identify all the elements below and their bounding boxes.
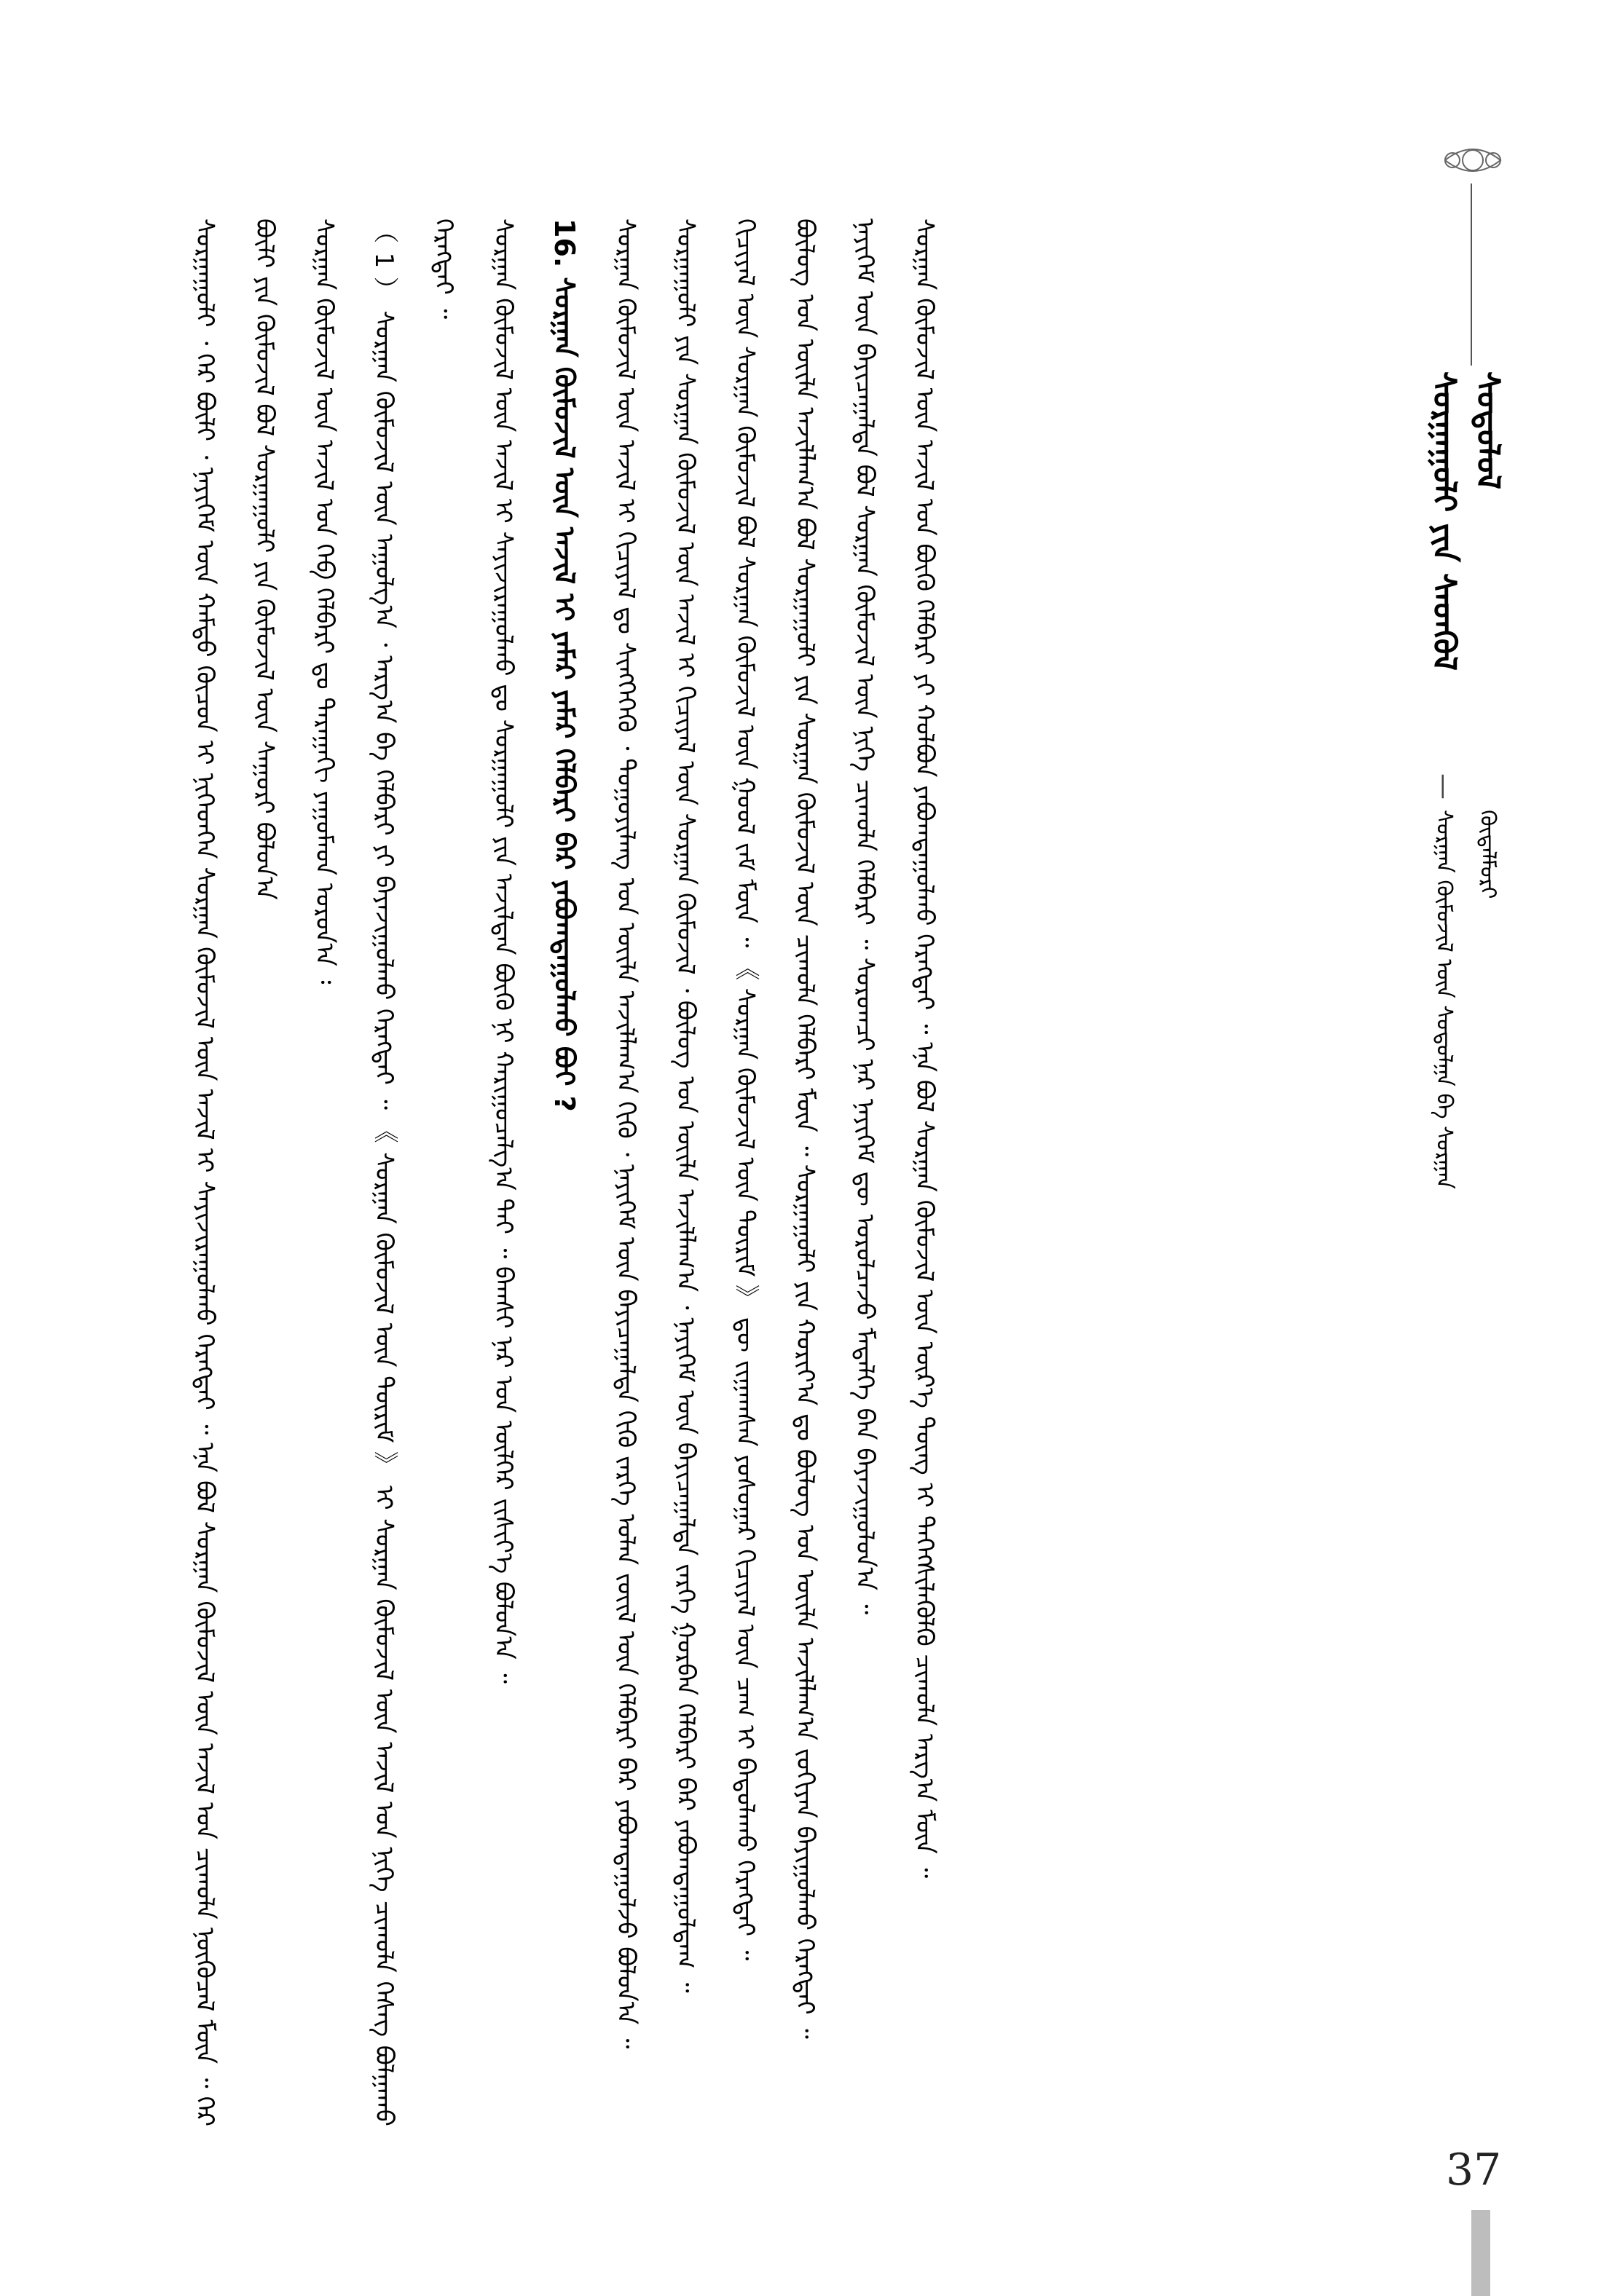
header-title: ᠰᠤᠷᠭᠠᠭᠤᠯᠢ ᠶᠢᠨ ᠰᠡᠳᠬᠦᠯ ᠰᠤᠳᠤᠯᠤᠯ: [1425, 371, 1506, 671]
header-subtitle: ᠰᠤᠷᠭᠠᠨ ᠬᠦᠮᠦᠵᠢᠯ ᠦᠨ ᠰᠤᠳᠤᠯᠭᠠ ᠪᠠ ᠰᠤᠷᠭᠠᠨ ᠬᠥᠳᠡᠯᠮᠦᠷᠢ: [1431, 810, 1500, 1190]
header-rule: [1471, 184, 1472, 366]
section-heading: 16. ᠰᠤᠷᠭᠠᠨ ᠬᠦᠮᠦᠵᠢᠯ ᠦᠨ ᠠᠵᠢᠯ ᠢ ᠶᠠᠮᠠᠷ ᠶᠠᠮᠠᠷ ᠬᠡᠯᠪᠡᠷᠢ ᠪᠡᠷ ᠶᠠᠪᠤᠭᠳᠠᠭᠤᠯᠬᠤ ᠪᠤᠢ ?: [548, 218, 581, 1112]
running-header: [1422, 138, 1524, 1267]
paragraph-3: （ 1 ） ᠰᠤᠷᠭᠠᠨ ᠬᠦᠮᠦᠵᠢᠯ ᠦᠨ ᠠᠭᠤᠯᠭ᠎ᠠ ᠂ ᠠᠷᠭ᠎ᠠ ᠪᠠ ᠬᠡᠯᠪᠡᠷᠢ ᠶᠢ ᠪᠠᠶᠠᠵᠢᠭᠤᠯᠬᠤ ᠬᠡᠷᠡᠭᠲᠡᠢ ᠃ 《 ᠰᠤᠷᠭᠠᠨ ᠬᠦᠮᠦᠵᠢᠯ ᠦᠨ ᠳᠦᠷᠢᠮ 》 ᠢ ᠰᠤᠷᠭᠠᠨ ᠬᠦᠮᠦᠵᠢᠯ ᠦᠨ ᠠᠵᠢᠯ ᠤᠨ ᠨᠢᠭᠡ ᠴᠢᠬᠤᠯᠠ ᠬᠡᠰᠡᠭ ᠪᠣᠯᠭᠠᠬᠤ ᠬᠡᠷᠡᠭᠲᠡᠢ ᠃: [369, 218, 458, 2126]
paragraph-4: ᠰᠤᠷᠭᠠᠨ ᠬᠦᠮᠦᠵᠢᠯ ᠦᠨ ᠠᠵᠢᠯ ᠢ ᠰᠠᠶᠢᠵᠢᠷᠠᠭᠤᠯᠬᠤ ᠳᠤ ᠰᠤᠷᠭᠠᠭᠤᠯᠢ ᠶᠢᠨ ᠠᠵᠢᠯᠲᠠᠨ ᠪᠦᠬᠦ ᠨᠢ ᠬᠠᠷᠢᠭᠤᠴᠠᠯᠭ᠎ᠠ ᠲᠠᠢ ᠃ ᠪᠠᠭᠰᠢ ᠨᠠᠷ ᠤᠨ ᠦᠯᠭᠡᠷ ᠵᠢᠱᠢᠶ᠎ᠡ ᠪᠣᠯᠤᠨ᠎ᠠ ᠃: [489, 218, 518, 1684]
header-text: [1422, 371, 1524, 1245]
header-separator: —: [1429, 773, 1459, 800]
body-paragraph-4: ᠪᠦᠯᠦᠭ ᠤᠨ ᠦᠢᠯᠡ ᠠᠵᠢᠯᠯᠠᠭ᠎ᠠ ᠪᠣᠯ ᠰᠤᠷᠭᠠᠭᠤᠯᠢ ᠶᠢᠨ ᠰᠤᠷᠭᠠᠨ ᠬᠦᠮᠦᠵᠢᠯ ᠦᠨ ᠴᠢᠬᠤᠯᠠ ᠬᠡᠯᠪᠡᠷᠢ ᠮᠥᠨ ᠃ ᠰᠤᠷᠭᠠᠭᠤᠯᠢ ᠶᠢᠨ ᠬᠣᠷᠢᠶ᠎ᠠ ᠳᠤ ᠪᠦᠯᠦᠭ ᠤᠨ ᠦᠢᠯᠡ ᠠᠵᠢᠯᠯᠠᠭ᠎ᠠ ᠵᠣᠬᠢᠶᠠᠨ ᠪᠠᠶᠢᠭᠤᠯᠬᠤ ᠬᠡᠷᠡᠭᠲᠡᠢ ᠃: [790, 218, 819, 2039]
main-text: [175, 218, 1413, 2126]
paragraph-2: ᠰᠤᠷᠭᠠᠨ ᠬᠦᠮᠦᠵᠢᠯ ᠦᠨ ᠠᠵᠢᠯ ᠤᠨ ᠬᠡᠪ ᠬᠡᠯᠪᠡᠷᠢ ᠳᠤ ᠳᠠᠷᠠᠭᠠᠬᠢ ᠶᠠᠭᠤᠮᠠᠳ ᠣᠷᠣᠨ᠎ᠠ ᠄: [310, 218, 339, 985]
body-paragraph-2: ᠰᠤᠷᠭᠠᠭᠤᠯᠢ ᠶᠢᠨ ᠰᠤᠷᠭᠠᠨ ᠬᠦᠮᠦᠵᠢᠯ ᠦᠨ ᠠᠵᠢᠯ ᠢ ᠬᠢᠴᠢᠶᠡᠯ ᠦᠨ ᠰᠤᠷᠭᠠᠨ ᠬᠦᠮᠦᠵᠢᠯ ᠂ ᠪᠦᠯᠦᠭ ᠤᠨ ᠦᠢᠯᠡ ᠠᠵᠢᠯᠯᠠᠭ᠎ᠠ ᠂ ᠨᠡᠶᠢᠭᠡᠮ ᠦᠨ ᠪᠠᠶᠢᠴᠠᠭᠠᠯᠲᠠ ᠵᠡᠷᠭᠡ ᠭᠤᠷᠪᠠᠨ ᠬᠡᠯᠪᠡᠷᠢ ᠪᠡᠷ ᠶᠠᠪᠤᠭᠳᠠᠭᠤᠯᠳᠠᠭ ᠃: [671, 218, 700, 1993]
page-number: 37: [1446, 2145, 1502, 2196]
paragraph-1: ᠰᠤᠷᠭᠠᠭᠤᠯᠢ ᠂ ᠭᠡᠷ ᠪᠦᠯᠢ ᠂ ᠨᠡᠶᠢᠭᠡᠮ ᠦᠨ ᠬᠠᠮᠲᠤ ᠬᠦᠴᠦᠨ ᠢ ᠨᠢᠭᠡᠳᠭᠡᠨ ᠰᠤᠷᠭᠠᠨ ᠬᠦᠮᠦᠵᠢᠯ ᠦᠨ ᠠᠵᠢᠯ ᠢ ᠰᠠᠶᠢᠵᠢᠷᠠᠭᠤᠯᠬᠤ ᠬᠡᠷᠡᠭᠲᠡᠢ ᠃ ᠡᠨᠡ ᠪᠣᠯ ᠰᠤᠷᠭᠠᠨ ᠬᠦᠮᠦᠵᠢᠯ ᠦᠨ ᠠᠵᠢᠯ ᠤᠨ ᠴᠢᠬᠤᠯᠠ ᠨᠥᠬᠦᠴᠡᠯ ᠮᠥᠨ ᠃ ᠭᠡᠷ ᠪᠦᠯᠢ ᠶᠢᠨ ᠬᠦᠮᠦᠵᠢᠯ ᠪᠣᠯ ᠰᠤᠷᠭᠠᠭᠤᠯᠢ ᠶᠢᠨ ᠬᠦᠮᠦᠵᠢᠯ ᠦᠨ ᠰᠠᠭᠤᠷᠢ ᠪᠣᠯᠤᠨ᠎ᠠ: [190, 218, 279, 2126]
body-paragraph-1: ᠰᠤᠷᠭᠠᠨ ᠬᠦᠮᠦᠵᠢᠯ ᠦᠨ ᠠᠵᠢᠯ ᠢ ᠬᠢᠴᠢᠶᠡᠯ ᠳᠤ ᠰᠢᠩᠭᠡᠭᠡᠬᠦ ᠂ ᠳᠤᠭᠤᠶᠢᠯᠠᠩ ᠤᠨ ᠦᠢᠯᠡ ᠠᠵᠢᠯᠯᠠᠭ᠎ᠠ ᠬᠢᠬᠦ ᠂ ᠨᠡᠶᠢᠭᠡᠮ ᠦᠨ ᠪᠠᠶᠢᠴᠠᠭᠠᠯᠲᠠ ᠬᠢᠬᠦ ᠵᠡᠷᠭᠡ ᠣᠯᠠᠨ ᠵᠦᠢᠯ ᠦᠨ ᠬᠡᠯᠪᠡᠷᠢ ᠪᠡᠷ ᠶᠠᠪᠤᠭᠳᠠᠭᠤᠯᠵᠤ ᠪᠣᠯᠤᠨ᠎ᠠ ᠃: [611, 218, 640, 2049]
ornament-icon: [1438, 138, 1508, 182]
body-paragraph-3: ᠬᠢᠴᠢᠶᠡᠯ ᠦᠨ ᠰᠤᠷᠭᠠᠨ ᠬᠦᠮᠦᠵᠢᠯ ᠪᠣᠯ ᠰᠤᠷᠭᠠᠨ ᠬᠦᠮᠦᠵᠢᠯ ᠦᠨ ᠭᠣᠣᠯ ᠵᠠᠮ ᠮᠥᠨ ᠃ 《 ᠰᠤᠷᠭᠠᠨ ᠬᠦᠮᠦᠵᠢᠯ ᠦᠨ ᠳᠦᠷᠢᠮ 》 ᠳᠦ ᠵᠢᠭᠠᠭᠰᠠᠨ ᠶᠣᠰᠣᠭᠠᠷ ᠬᠢᠴᠢᠶᠡᠯ ᠦᠨ ᠴᠠᠭ ᠢ ᠪᠠᠲᠤᠯᠠᠬᠤ ᠬᠡᠷᠡᠭᠲᠡᠢ ᠃: [731, 218, 760, 1961]
body-paragraph-6: ᠰᠤᠷᠭᠠᠨ ᠬᠦᠮᠦᠵᠢᠯ ᠦᠨ ᠠᠵᠢᠯ ᠤᠨ ᠪᠦᠬᠦ ᠬᠡᠯᠪᠡᠷᠢ ᠶᠢ ᠬᠣᠯᠪᠤᠨ ᠶᠠᠪᠤᠭᠳᠠᠭᠤᠯᠬᠤ ᠬᠡᠷᠡᠭᠲᠡᠢ ᠃ ᠡᠨᠡ ᠪᠣᠯ ᠰᠤᠷᠭᠠᠨ ᠬᠦᠮᠦᠵᠢᠯ ᠦᠨ ᠦᠷ᠎ᠡ ᠳᠦᠩ ᠢ ᠳᠡᠭᠡᠭᠰᠢᠯᠡᠭᠦᠯᠬᠦ ᠴᠢᠬᠤᠯᠠ ᠠᠷᠭ᠎ᠠ ᠮᠥᠨ ᠃: [910, 218, 939, 1879]
side-tab: [1471, 2210, 1490, 2296]
body-paragraph-5: ᠨᠡᠶᠢᠭᠡᠮ ᠦᠨ ᠪᠠᠶᠢᠴᠠᠭᠠᠯᠲᠠ ᠪᠣᠯ ᠰᠤᠷᠭᠠᠨ ᠬᠦᠮᠦᠵᠢᠯ ᠦᠨ ᠨᠢᠭᠡ ᠴᠢᠬᠤᠯᠠ ᠬᠡᠯᠪᠡᠷᠢ ᠃ ᠰᠤᠷᠤᠭᠴᠢ ᠨᠠᠷ ᠨᠡᠶᠢᠭᠡᠮ ᠳᠦ ᠣᠷᠣᠯᠴᠠᠵᠤ ᠮᠡᠳᠡᠯᠭᠡ ᠪᠡᠨ ᠪᠠᠶᠠᠵᠢᠭᠤᠯᠤᠨ᠎ᠠ ᠃: [850, 218, 879, 1615]
